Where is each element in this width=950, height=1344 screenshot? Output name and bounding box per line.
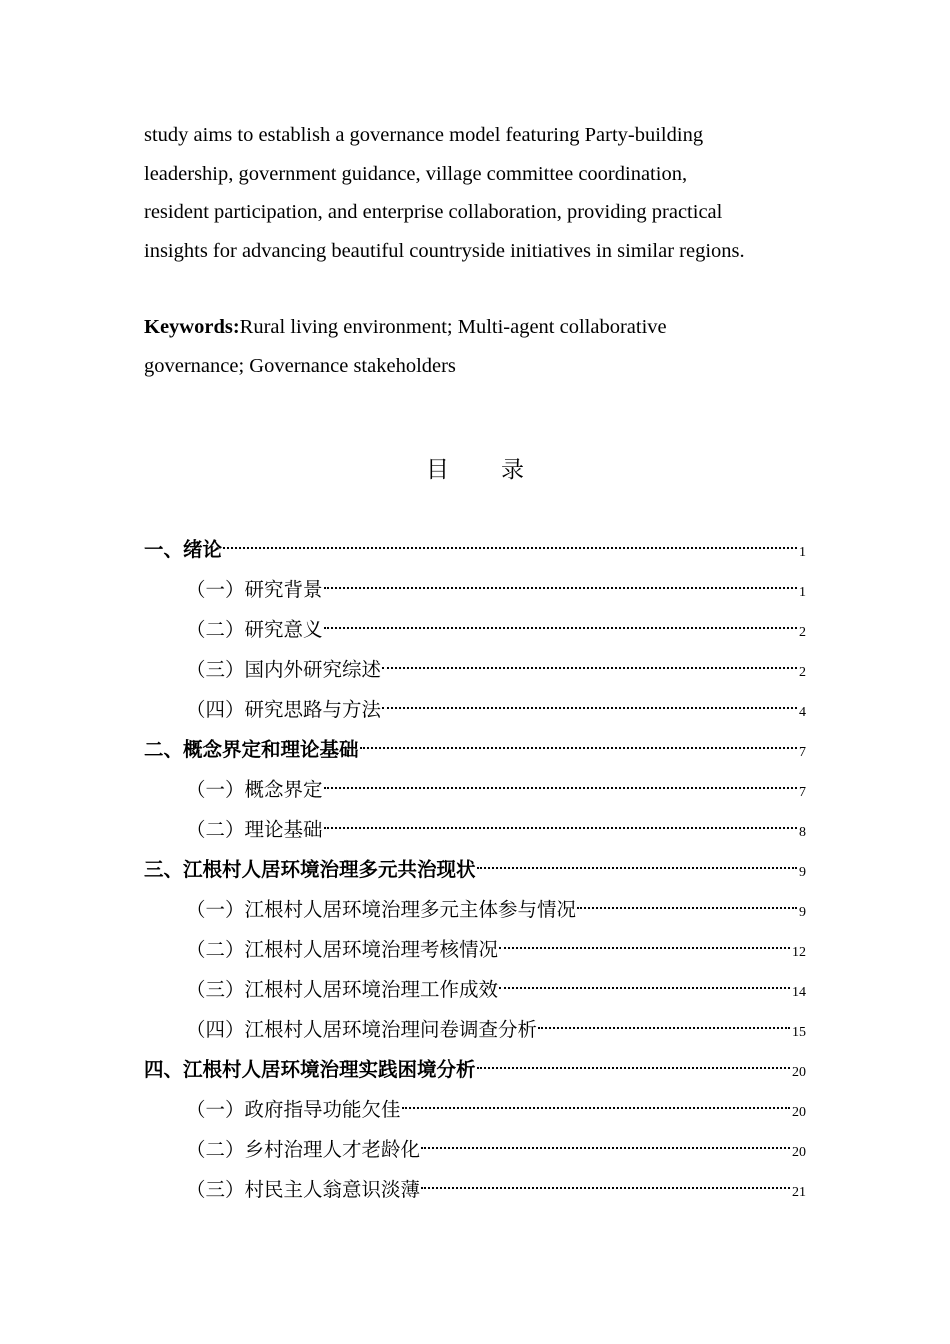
toc-dot-leader	[499, 987, 790, 989]
toc-dot-leader	[324, 587, 797, 589]
toc-heading	[0, 452, 950, 488]
toc-entry-title: （三）江根村人居环境治理工作成效	[186, 978, 499, 1001]
toc-dot-leader	[324, 827, 797, 829]
toc-entry[interactable]	[144, 772, 806, 812]
toc-entry-title: （一）政府指导功能欠佳	[186, 1098, 401, 1121]
toc-entry-title: （一）江根村人居环境治理多元主体参与情况	[186, 898, 577, 921]
toc-heading-char: 录	[501, 457, 524, 483]
toc-entry-title: （一）研究背景	[186, 578, 323, 601]
toc-dot-leader	[421, 1187, 790, 1189]
toc-entry-title: 一、绪论	[144, 538, 223, 561]
toc-dot-leader	[402, 1107, 790, 1109]
toc-entry-title: （二）乡村治理人才老龄化	[186, 1138, 421, 1161]
abstract-line: resident participation, and enterprise collaboration, providing practical	[144, 201, 723, 223]
toc-page-number: 9	[799, 865, 806, 880]
toc-page-number: 1	[799, 585, 806, 600]
abstract-line: study aims to establish a governance model featuring Party-building	[144, 124, 704, 146]
toc-dot-leader	[577, 907, 797, 909]
toc-page-number: 9	[799, 905, 806, 920]
toc-entry-title: （四）研究思路与方法	[186, 698, 382, 721]
toc-dot-leader	[477, 1067, 790, 1069]
abstract-paragraph	[144, 116, 824, 270]
toc-page-number: 15	[792, 1025, 806, 1040]
toc-entry[interactable]	[144, 812, 806, 852]
toc-page-number: 7	[799, 745, 806, 760]
toc-entry[interactable]	[144, 1172, 806, 1212]
toc-page-number: 20	[792, 1145, 806, 1160]
toc-entry[interactable]	[144, 732, 806, 772]
toc-entry[interactable]	[144, 1092, 806, 1132]
toc-page-number: 1	[799, 545, 806, 560]
toc-page-number: 8	[799, 825, 806, 840]
toc-entry[interactable]	[144, 692, 806, 732]
keywords-text: Rural living environment; Multi-agent collaborative	[239, 316, 667, 338]
toc-page-number: 4	[799, 705, 806, 720]
keywords-line: governance; Governance stakeholders	[144, 354, 456, 377]
toc-entry[interactable]	[144, 612, 806, 652]
toc-heading-char: 目	[426, 457, 449, 483]
toc-entry-title: 四、江根村人居环境治理实践困境分析	[144, 1058, 476, 1081]
toc-page-number: 12	[792, 945, 806, 960]
toc-entry[interactable]	[144, 932, 806, 972]
toc-entry-title: （二）研究意义	[186, 618, 323, 641]
toc-entry[interactable]	[144, 1052, 806, 1092]
toc-dot-leader	[538, 1027, 790, 1029]
toc-page-number: 14	[792, 985, 806, 1000]
toc-entry[interactable]	[144, 532, 806, 572]
toc-page-number: 21	[792, 1185, 806, 1200]
toc-entry[interactable]	[144, 1012, 806, 1052]
toc-entry[interactable]	[144, 1132, 806, 1172]
toc-entry[interactable]	[144, 852, 806, 892]
abstract-line: insights for advancing beautiful countryside initiatives in similar regions.	[144, 239, 745, 262]
abstract-line: leadership, government guidance, village committee coordination,	[144, 162, 688, 185]
keywords-label: Keywords:	[144, 316, 240, 338]
toc-entry-title: （四）江根村人居环境治理问卷调查分析	[186, 1018, 538, 1041]
toc-entry[interactable]	[144, 892, 806, 932]
toc-page-number: 7	[799, 785, 806, 800]
toc-dot-leader	[382, 707, 797, 709]
toc-entry[interactable]	[144, 572, 806, 612]
toc-dot-leader	[324, 787, 797, 789]
toc-entry-title: 三、江根村人居环境治理多元共治现状	[144, 858, 476, 881]
keywords-line	[144, 308, 824, 347]
toc-dot-leader	[223, 547, 797, 549]
toc-dot-leader	[382, 667, 797, 669]
toc-dot-leader	[499, 947, 790, 949]
toc-entry-title: （二）理论基础	[186, 818, 323, 841]
toc-dot-leader	[421, 1147, 790, 1149]
toc-entry[interactable]	[144, 652, 806, 692]
toc-page-number: 2	[799, 625, 806, 640]
toc-entry-title: （二）江根村人居环境治理考核情况	[186, 938, 499, 961]
toc-entry-title: （三）村民主人翁意识淡薄	[186, 1178, 421, 1201]
toc-entry-title: 二、概念界定和理论基础	[144, 738, 359, 761]
toc-entry-title: （三）国内外研究综述	[186, 658, 382, 681]
keywords-paragraph	[144, 308, 824, 385]
toc-entry[interactable]	[144, 972, 806, 1012]
toc-entry-title: （一）概念界定	[186, 778, 323, 801]
toc-page-number: 20	[792, 1065, 806, 1080]
toc-dot-leader	[324, 627, 797, 629]
toc-page-number: 20	[792, 1105, 806, 1120]
toc-page-number: 2	[799, 665, 806, 680]
table-of-contents	[144, 532, 806, 1212]
toc-dot-leader	[360, 747, 797, 749]
toc-dot-leader	[477, 867, 797, 869]
